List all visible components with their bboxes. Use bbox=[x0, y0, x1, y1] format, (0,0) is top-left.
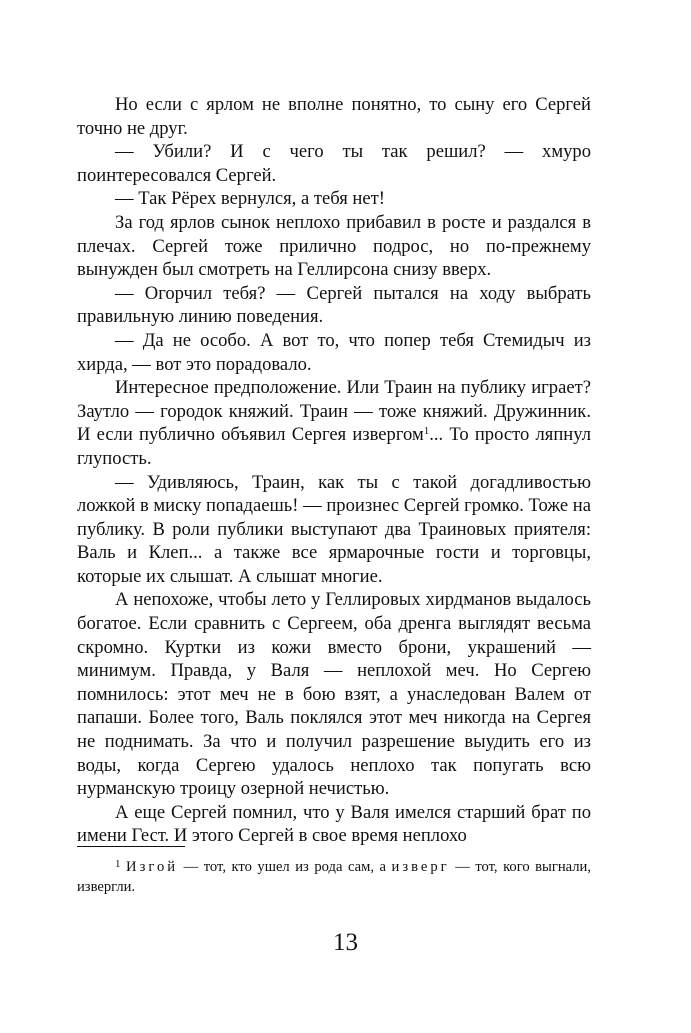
page-number: 13 bbox=[333, 929, 358, 956]
footnote-reference: 1 bbox=[423, 425, 430, 438]
footnote-definition: — тот, кто ушел из рода сам, а bbox=[178, 859, 392, 875]
footnote-mark: 1 bbox=[115, 858, 121, 870]
main-text bbox=[77, 93, 591, 848]
footnote-term: Изгой bbox=[126, 859, 179, 875]
footnote bbox=[77, 857, 591, 897]
paragraph-with-footnote-ref bbox=[77, 376, 591, 470]
footnote-term: изверг bbox=[391, 859, 450, 875]
dialogue-line: — Убили? И с чего ты так решил? — хмуро поинтересовался Сергей. bbox=[77, 141, 591, 186]
dialogue-line: — Удивляюсь, Траин, как ты с такой догадливостью ложкой в миску попадаешь! — произнес Сергей громко. Тоже на публику. В роли публики выступают два Траиновых приятеля: Валь и Клеп... а также все ярмарочные гости и торговцы, которые их слышат. А слышат многие. bbox=[77, 471, 591, 587]
paragraph: А непохоже, чтобы лето у Геллировых хирдманов выдалось богатое. Если сравнить с Сергеем, оба дренга выглядят весьма скромно. Куртки из кожи вместо брони, украшений — минимум. Правда, у Валя — неплохой меч. Но Сергею помнилось: этот меч не в бою взят, а унаследован Валем от папаши. Более того, Валь поклялся этот меч никогда на Сергея не поднимать. За что и получил разрешение выудить его из воды, когда Сергею удалось неплохо так попугать всю нурманскую троицу озерной нечистью. bbox=[77, 589, 591, 800]
paragraph: А еще Сергей помнил, что у Валя имелся старший брат по имени Гест. И этого Сергей в свое время неплохо bbox=[77, 801, 591, 847]
dialogue-line: — Да не особо. А вот то, что попер тебя Стемидыч из хирда, — вот это порадовало. bbox=[77, 329, 591, 375]
footnote-definition: — тот, кого выгнали, извергли. bbox=[77, 859, 592, 895]
paragraph: За год ярлов сынок неплохо прибавил в росте и раздался в плечах. Сергей тоже прилично подрос, но по-прежнему вынужден был смотреть на Геллирсона снизу вверх. bbox=[77, 211, 591, 281]
dialogue-line: — Огорчил тебя? — Сергей пытался на ходу выбрать правильную линию поведения. bbox=[77, 282, 591, 328]
paragraph-text: ... То просто ляпнул глупость. bbox=[77, 424, 591, 469]
dialogue-line: — Так Рёрех вернулся, а тебя нет! bbox=[115, 188, 385, 210]
paragraph: Но если с ярлом не вполне понятно, то сыну его Сергей точно не друг. bbox=[77, 94, 591, 139]
paragraph-text: Интересное предположение. Или Траин на публику играет? Заутло — городок княжий. Траин — тоже княжий. Дружинник. И если публично объявил Сергея извергом bbox=[77, 377, 591, 446]
footnote-divider bbox=[77, 846, 185, 847]
